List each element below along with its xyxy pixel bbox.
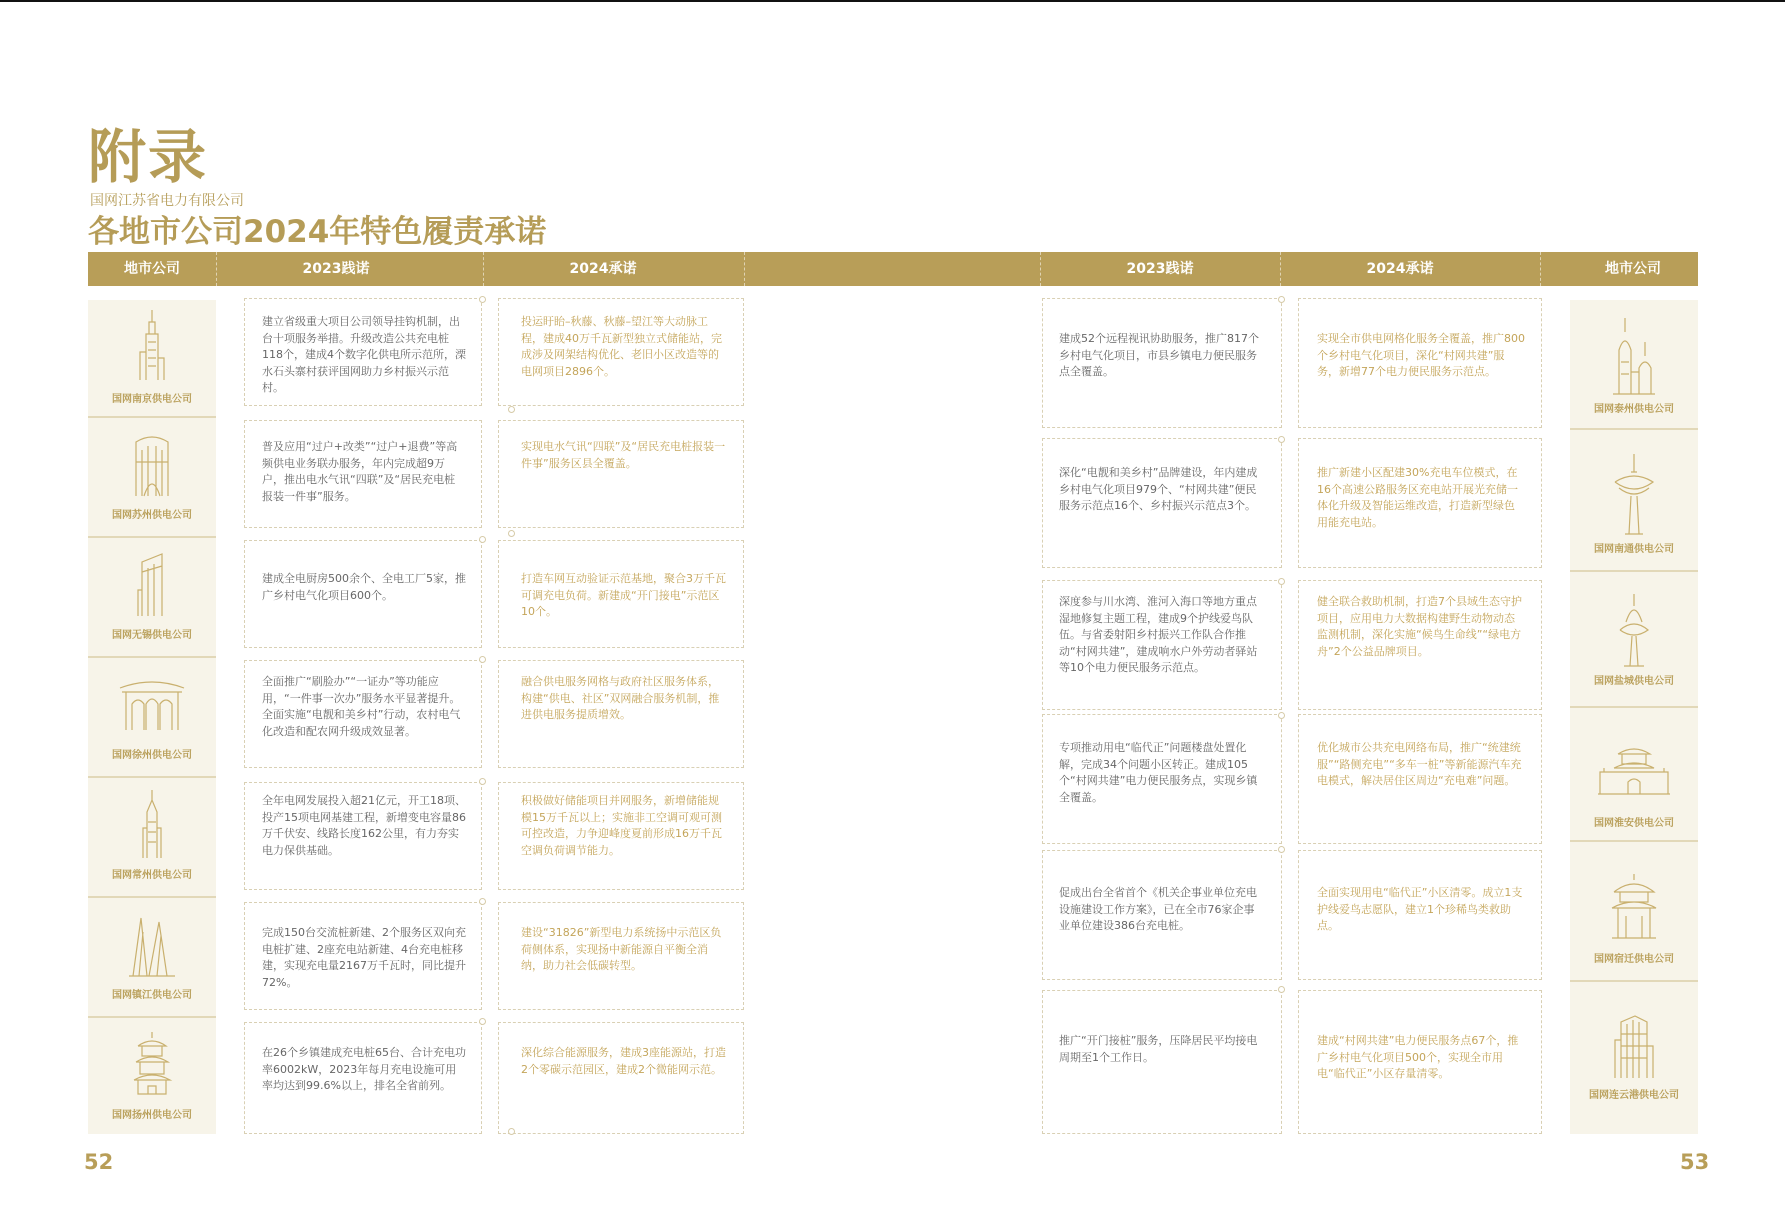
commitment-text: 融合供电服务网格与政府社区服务体系，构建“供电、社区”双网融合服务机制，推进供电服务提质增效。 [521,675,720,721]
commitment-text: 投运盱眙–秋藤、秋藤–望江等大动脉工程，建成40万千瓦新型独立式储能站，完成涉及网架结构优化、老旧小区改造等的电网项目2896个。 [521,315,722,378]
city-cell-wuxi [88,538,216,658]
page-title: 附录 [88,123,209,191]
header-commitment-right: 2024承诺 [1366,261,1434,277]
gate-tower-icon [130,432,174,498]
city-cell-suqian [1570,842,1698,982]
pavilion-icon [1608,872,1660,940]
connector-dot [1278,296,1285,303]
company-name: 国网江苏省电力有限公司 [90,193,244,209]
tall-building-icon [134,550,170,618]
practice-text: 建成全电厨房500余个、全电工厂5家，推广乡村电气化项目600个。 [262,572,466,602]
city-cell-xuzhou [88,658,216,778]
city-cell-suzhou [88,418,216,538]
practice-card-lianyungang [1042,990,1282,1134]
commitment-text: 推广新建小区配建30%充电车位模式，在16个高速公路服务区充电站开展光充储一体化升级及智能运维改造，打造新型绿色用能充电站。 [1317,466,1518,529]
practice-text: 完成150台交流桩新建、2个服务区双向充电桩扩建、2座充电站新建、4台充电桩移建，实现充电量2167万千瓦时，同比提升72%。 [262,926,466,989]
commitment-card-yancheng [1298,580,1542,710]
commitment-card-zhenjiang [498,902,744,1010]
commitment-card-xuzhou [498,660,744,768]
commitment-card-nantong [1298,438,1542,568]
twin-spires-icon [1609,316,1659,396]
page-number-right: 53 [1680,1150,1710,1174]
city-cell-yancheng [1570,572,1698,708]
practice-text: 建成52个远程视讯协助服务，推广817个乡村电气化项目，市县乡镇电力便民服务点全覆盖。 [1059,332,1259,378]
practice-card-wuxi [244,540,482,648]
city-cell-taizhou [1570,300,1698,430]
commitment-card-taizhou [1298,298,1542,428]
city-gate-icon [1596,740,1672,796]
commitment-card-yangzhou [498,1022,744,1134]
commitment-text: 建设“31826”新型电力系统扬中示范区负荷侧体系，实现扬中新能源自平衡全消纳，助力社会低碳转型。 [521,926,722,972]
commitment-text: 打造车网互动验证示范基地，聚合3万千瓦可调充电负荷。新建成“开门接电”示范区10个。 [521,572,726,618]
city-label: 国网常州供电公司 [112,870,192,881]
connector-dot [479,898,486,905]
city-label: 国网扬州供电公司 [112,1110,192,1121]
practice-text: 全年电网发展投入超21亿元，开工18项、投产15项电网基建工程，新增变电容量86万千伏安、线路长度162公里，有力夯实电力保供基础。 [262,794,466,857]
connector-dot [508,530,515,537]
commitment-card-nanjing [498,298,744,406]
commitment-text: 积极做好储能项目并网服务，新增储能规模15万千瓦以上；实施非工空调可观可测可控改造，力争迎峰度夏前形成16万千瓦空调负荷调节能力。 [521,794,722,857]
high-rise-icon [1611,1010,1657,1080]
commitment-text: 优化城市公共充电网络布局，推广“统建统服”“路侧充电”“多车一桩”等新能源汽车充电模式，解决居住区周边“充电难”问题。 [1317,741,1522,787]
connector-dot [479,778,486,785]
practice-card-changzhou [244,782,482,890]
connector-dot [479,656,486,663]
practice-text: 在26个乡镇建成充电桩65台、合计充电功率6002kW，2023年每月充电设施可用率均达到99.6%以上，排名全省前列。 [262,1046,466,1092]
city-cell-lianyungang [1570,982,1698,1134]
practice-card-xuzhou [244,660,482,768]
header-commitment-left: 2024承诺 [569,261,637,277]
city-label: 国网徐州供电公司 [112,750,192,761]
city-cell-nantong [1570,430,1698,572]
header-city-left: 地市公司 [124,261,180,277]
observation-tower-icon [1612,592,1656,668]
connector-dot [479,1018,486,1025]
practice-text: 深化“电靓和美乡村”品牌建设，年内建成乡村电气化项目979个、“村网共建”便民服务示范点16个、乡村振兴示范点3个。 [1059,466,1258,512]
commitment-card-suzhou [498,420,744,528]
practice-card-huaian [1042,714,1282,844]
arch-gate-icon [118,674,186,732]
commitment-text: 深化综合能源服务，建成3座能源站，打造2个零碳示范园区，建成2个微能网示范。 [521,1046,726,1076]
connector-dot [1278,436,1285,443]
practice-card-yancheng [1042,580,1282,710]
practice-text: 推广“开门接桩”服务，压降居民平均接电周期至1个工作日。 [1059,1034,1258,1064]
right-city-column [1570,300,1698,1134]
commitment-card-changzhou [498,782,744,890]
practice-text: 全面推广“刷脸办”“一证办”等功能应用，“一件事一次办”服务水平显著提升。全面实施“电靓和美乡村”行动，农村电气化改造和配农网升级成效显著。 [262,675,461,738]
practice-card-nanjing [244,298,482,406]
spire-tower-icon [135,788,169,860]
skyscraper-icon [132,308,172,382]
city-label: 国网苏州供电公司 [112,510,192,521]
header-divider [1540,252,1541,286]
connector-dot [479,536,486,543]
connector-dot [1278,712,1285,719]
commitment-text: 实现全市供电网格化服务全覆盖，推广800个乡村电气化项目，深化“村网共建”服务，新增77个电力便民服务示范点。 [1317,332,1525,378]
commitment-text: 建成“村网共建”电力便民服务点67个，推广乡村电气化项目500个，实现全市用电“临代正”小区存量清零。 [1317,1034,1519,1080]
header-divider [744,252,745,286]
city-cell-nanjing [88,300,216,418]
practice-text: 建立省级重大项目公司领导挂钩机制，出台十项服务举措。升级改造公共充电桩118个，建成4个数字化供电所示范所，溧水石头寨村获评国网助力乡村振兴示范村。 [262,315,466,394]
connector-dot [508,1128,515,1135]
city-label: 国网盐城供电公司 [1594,676,1674,687]
practice-card-yangzhou [244,1022,482,1134]
table-header-bar [88,252,1698,286]
practice-text: 专项推动用电“临代正”问题楼盘处置化解，完成34个问题小区转正。建成105个“村网共建”电力便民服务点，实现乡镇全覆盖。 [1059,741,1258,804]
commitment-card-huaian [1298,714,1542,844]
header-city-right: 地市公司 [1605,261,1661,277]
city-label: 国网南通供电公司 [1594,544,1674,555]
practice-text: 普及应用“过户+改类”“过户+退费”等高频供电业务联办服务，年内完成超9万户，推出电水气讯“四联”及“居民充电桩报装一件事”服务。 [262,440,458,503]
commitment-text: 全面实现用电“临代正”小区清零。成立1支护线爱鸟志愿队，建立1个珍稀鸟类救助点。 [1317,886,1523,932]
tv-tower-icon [1611,452,1657,536]
practice-text: 促成出台全省首个《机关企事业单位充电设施建设工作方案》，已在全市76家企事业单位建设386台充电桩。 [1059,886,1257,932]
city-label: 国网泰州供电公司 [1594,404,1674,415]
connector-dot [1278,846,1285,853]
connector-dot [1278,986,1285,993]
city-cell-changzhou [88,778,216,898]
top-border [0,0,1785,2]
city-label: 国网南京供电公司 [112,394,192,405]
commitment-text: 实现电水气讯“四联”及“居民充电桩报装一件事”服务区县全覆盖。 [521,440,726,470]
commitment-card-suqian [1298,850,1542,980]
connector-dot [479,296,486,303]
city-cell-huaian [1570,708,1698,842]
practice-card-zhenjiang [244,902,482,1010]
city-label: 国网无锡供电公司 [112,630,192,641]
twin-towers-icon [127,912,177,978]
city-cell-zhenjiang [88,898,216,1018]
pagoda-icon [130,1030,174,1096]
city-label: 国网镇江供电公司 [112,990,192,1001]
header-practice-left: 2023践诺 [302,261,370,277]
page-number-left: 52 [84,1150,114,1174]
practice-card-taizhou [1042,298,1282,428]
practice-card-nantong [1042,438,1282,568]
commitment-card-lianyungang [1298,990,1542,1134]
header-practice-right: 2023践诺 [1126,261,1194,277]
commitment-text: 健全联合救助机制，打造7个县域生态守护项目，应用电力大数据构建野生动物动态监测机制，深化实施“候鸟生命线”“绿电方舟”2个公益品牌项目。 [1317,595,1522,658]
city-label: 国网淮安供电公司 [1594,818,1674,829]
city-label: 国网宿迁供电公司 [1594,954,1674,965]
left-city-column [88,300,216,1134]
connector-dot [508,406,515,413]
practice-text: 深度参与川水湾、淮河入海口等地方重点湿地修复主题工程，建成9个护线爱鸟队伍。与省委射阳乡村振兴工作队合作推动“村网共建”，建成响水户外劳动者驿站等10个电力便民服务示范点。 [1059,595,1258,674]
commitment-card-wuxi [498,540,744,648]
practice-card-suqian [1042,850,1282,980]
section-subtitle: 各地市公司2024年特色履责承诺 [88,214,547,250]
connector-dot [1278,578,1285,585]
city-label: 国网连云港供电公司 [1589,1090,1679,1101]
practice-card-suzhou [244,420,482,528]
city-cell-yangzhou [88,1018,216,1134]
